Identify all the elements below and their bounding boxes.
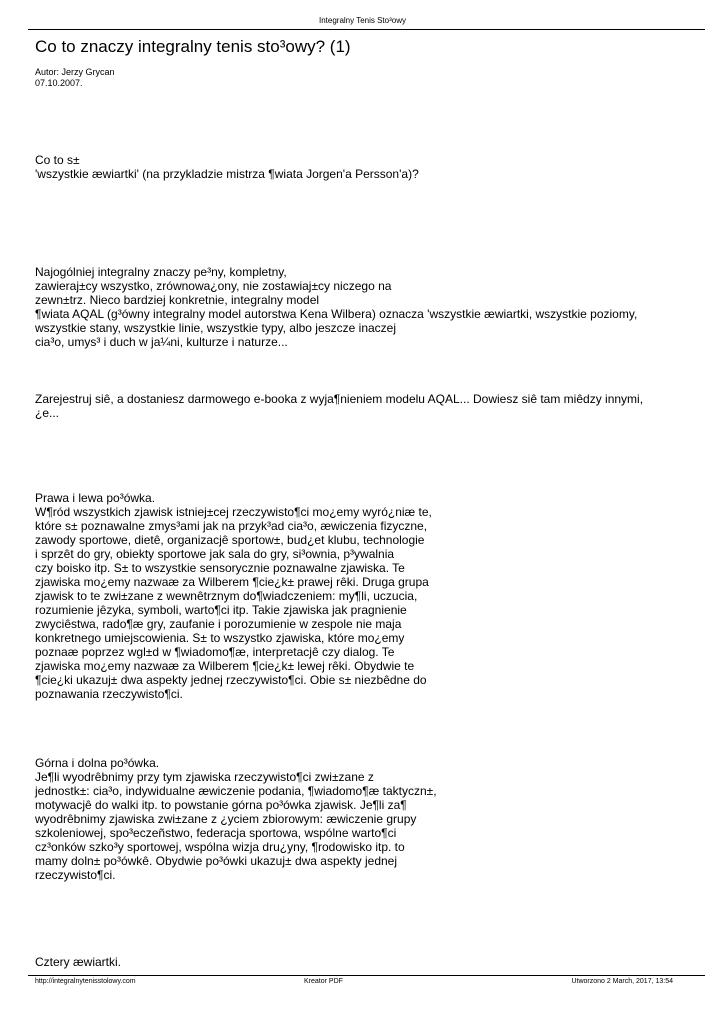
header-rule bbox=[28, 29, 705, 30]
author-line: Autor: Jerzy Grycan bbox=[35, 67, 115, 77]
paragraph-question: Co to s± 'wszystkie æwiartki' (na przykladzie mistrza ¶wiata Jorgen'a Persson'a)? bbox=[35, 153, 419, 181]
paragraph-register: Zarejestruj siê, a dostaniesz darmowego e-booka z wyja¶nieniem modelu AQAL... Dowiesz siê tam miêdzy innymi, ¿e... bbox=[35, 392, 644, 420]
paragraph-definition: Najogólniej integralny znaczy pe³ny, kompletny, zawieraj±cy wszystko, zrównowa¿ony, nie zostawiaj±cy niczego na zewn±trz. Nieco bardziej konkretnie, integralny model ¶wiata AQAL (g³ówny integralny model autorstwa Kena Wilbera) oznacza 'wszystkie æwiartki, wszystkie poziomy, wszystkie stany, wszystkie linie, wszystkie typy, albo jeszcze inaczej cia³o, umys³ i duch w ja¼ni, kulturze i naturze... bbox=[35, 265, 638, 349]
paragraph-right-left-half: Prawa i lewa po³ówka. W¶ród wszystkich zjawisk istniej±cej rzeczywisto¶ci mo¿emy wyró¿niæ te, które s± poznawalne zmys³ami jak na przyk³ad cia³o, æwiczenia fizyczne, zawody sportowe, dietê, organizacjê sportow±, bud¿et klubu, technologie i sprzêt do gry, obiekty sportowe jak sala do gry, si³ownia, p³ywalnia czy boisko itp. S± to wszystkie sensorycznie poznawalne zjawiska. Te zjawiska mo¿emy nazwaæ za Wilberem ¶cie¿k± prawej rêki. Druga grupa zjawisk to te zwi±zane z wewnêtrznym do¶wiadczeniem: my¶li, uczucia, rozumienie jêzyka, symboli, warto¶ci itp. Takie zjawiska jak pragnienie zwyciêstwa, rado¶æ gry, zaufanie i porozumienie w zespole nie maja konkretnego umiejscowienia. S± to wszystko zjawiska, które mo¿emy poznaæ poprzez wgl±d w ¶wiadomo¶æ, interpretacjê czy dialog. Te zjawiska mo¿emy nazwaæ za Wilberem ¶cie¿k± lewej rêki. Obydwie te ¶cie¿ki ukazuj± dwa aspekty jednej rzeczywisto¶ci. Obie s± niezbêdne do poznawania rzeczywisto¶ci. bbox=[35, 491, 432, 701]
footer-url: http://integralnytenisstolowy.com bbox=[35, 978, 136, 985]
running-header: Integralny Tenis Sto³owy bbox=[318, 16, 406, 25]
footer-generator: Kreator PDF bbox=[304, 978, 343, 985]
paragraph-upper-lower-half: Górna i dolna po³ówka. Je¶li wyodrêbnimy przy tym zjawiska rzeczywisto¶ci zwi±zane z jednostk±: cia³o, indywidualne æwiczenie podania, ¶wiadomo¶æ taktyczn±, motywacjê do walki itp. to powstanie górna po³ówka zjawisk. Je¶li za¶ wyodrêbnimy zjawiska zwi±zane z ¿yciem zbiorowym: æwiczenie grupy szkoleniowej, spo³eczeñstwo, federacja sportowa, wspólne warto¶ci cz³onków szko³y sportowej, wspólna wizja dru¿yny, ¶rodowisko itp. to mamy doln± po³ówkê. Obydwie po³ówki ukazuj± dwa aspekty jednej rzeczywisto¶ci. bbox=[35, 756, 437, 882]
footer-created: Utworzono 2 March, 2017, 13:54 bbox=[571, 978, 673, 985]
date-line: 07.10.2007. bbox=[35, 78, 83, 88]
paragraph-four-quadrants: Cztery æwiartki. bbox=[35, 955, 122, 969]
footer-rule bbox=[28, 975, 705, 976]
article-title: Co to znaczy integralny tenis sto³owy? (1) bbox=[35, 37, 351, 56]
article-meta bbox=[35, 67, 115, 89]
